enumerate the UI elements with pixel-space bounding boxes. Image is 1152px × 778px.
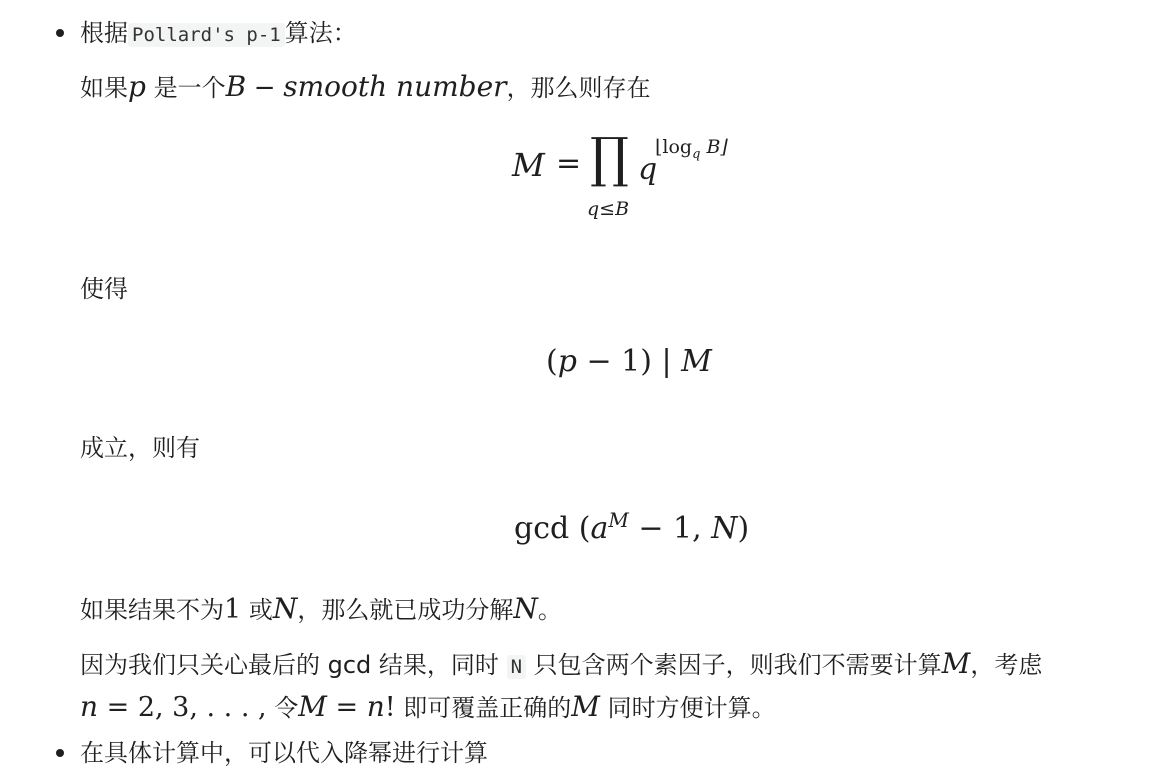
math-p: p [128,70,146,103]
text: 同时方便计算。 [599,694,776,722]
math-floor-log: ⌊log [655,136,693,158]
bullet-dot [56,749,64,757]
bullet-pollard-heading [80,17,357,51]
math-gcd: gcd [514,511,570,546]
text: ，考虑 [970,651,1043,679]
formula-gcd [514,508,749,546]
explanation-line-1 [80,648,1042,683]
text: 因为我们只关心最后的 gcd 结果，同时 [80,651,507,679]
text: 即可覆盖正确的 [395,694,572,722]
math-B: B [225,70,247,103]
math-smooth-number: smooth number [283,70,507,103]
text: 只包含两个素因子，则我们不需要计算 [526,651,942,679]
bullet-compute-heading: 在具体计算中，可以代入降幂进行计算 [80,739,488,767]
math-floor-close: B⌋ [700,136,728,158]
math-N: N [272,592,298,625]
text-such-that: 使得 [80,275,128,303]
math-divides: | [651,344,682,379]
math-M: M [512,146,545,184]
math-N: N [513,592,538,625]
bullet-dot [56,29,64,37]
math-N: N [711,511,738,546]
math-paren: ) [737,511,750,546]
text: 。 [537,596,562,624]
text: 如果 [80,74,128,102]
math-sup-M: M [608,508,629,532]
code-N: N [507,655,526,679]
formula-divides [546,344,712,379]
text: ，那么则存在 [506,74,651,102]
text: 是一个 [153,74,226,102]
math-minus-one: − 1) [576,344,652,379]
math-factorial: ! [384,692,396,723]
math-p: p [557,344,577,379]
math-minus-one: − 1, [628,511,712,546]
math-a: a [590,511,609,546]
math-paren: ( [569,511,591,546]
text: 如果结果不为 [80,596,224,624]
text: ，那么就已成功分解 [297,596,514,624]
condition-line [80,71,651,104]
math-equals: = [326,692,367,723]
math-minus: − [253,73,276,103]
text-suffix: 算法： [284,19,357,47]
math-n: n [80,690,99,723]
math-M: M [941,647,971,680]
text-holds: 成立，则有 [80,434,200,462]
math-log-base: q [692,146,701,162]
math-M: M [681,344,712,379]
text: 令 [274,694,299,722]
math-n: n [366,690,385,723]
math-one: 1 [224,594,242,625]
math-q: q [638,152,658,187]
text-prefix: 根据 [80,19,128,47]
math-product-subscript: q≤B [587,198,630,220]
result-line [80,593,562,626]
math-product-symbol: ∏ [590,126,629,189]
math-sequence: = 2, 3, . . . , [98,692,267,723]
math-M: M [571,690,600,723]
math-M: M [298,690,327,723]
math-equals: = [556,146,582,181]
math-paren: ( [546,344,558,379]
math-exponent [655,136,728,162]
code-pollard: Pollard's p-1 [128,23,285,47]
formula-M-product [512,126,752,230]
explanation-line-2 [80,691,776,724]
text: 或 [241,596,273,624]
